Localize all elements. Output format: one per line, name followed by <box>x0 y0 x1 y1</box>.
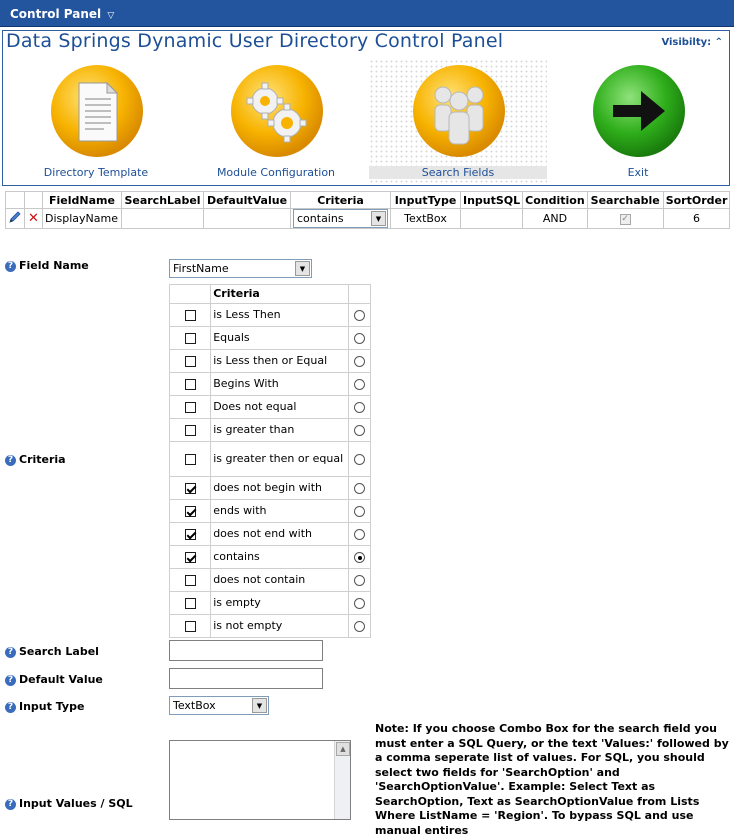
gears-icon <box>229 63 325 159</box>
criteria-checkbox[interactable] <box>185 402 196 413</box>
edit-cell <box>6 209 25 229</box>
criteria-select-value: contains <box>297 212 344 225</box>
directory-template-label: Directory Template <box>43 166 149 179</box>
control-panel-label: Control Panel <box>10 7 102 21</box>
criteria-row <box>170 477 371 500</box>
module-configuration-label: Module Configuration <box>216 166 336 179</box>
field-name-row-label <box>5 259 89 272</box>
textarea-scrollbar[interactable] <box>334 741 350 819</box>
grid-header-fieldname: FieldName <box>43 192 122 209</box>
criteria-table <box>169 284 371 638</box>
visibility-label: Visibilty: <box>661 37 712 48</box>
criteria-header-row <box>170 285 371 304</box>
criteria-option-label: is Less then or Equal <box>211 350 349 373</box>
criteria-checkbox[interactable] <box>185 333 196 344</box>
criteria-option-label: is Less Then <box>211 304 349 327</box>
criteria-header: Criteria <box>211 285 349 304</box>
criteria-default-radio[interactable] <box>354 575 365 586</box>
criteria-row <box>170 546 371 569</box>
criteria-row <box>170 500 371 523</box>
search-fields-label: Search Fields <box>369 166 547 179</box>
criteria-option-label: does not contain <box>211 569 349 592</box>
search-label-label: Search Label <box>19 645 99 658</box>
criteria-row <box>170 373 371 396</box>
input-values-row-label <box>5 797 133 810</box>
scroll-up-icon[interactable]: ▲ <box>336 742 350 756</box>
criteria-checkbox[interactable] <box>185 621 196 632</box>
criteria-label: Criteria <box>19 453 66 466</box>
field-name-select[interactable] <box>169 259 312 278</box>
search-fields-button[interactable] <box>369 59 547 183</box>
criteria-option-label: is greater then or equal <box>211 442 349 477</box>
cell-criteria <box>291 209 391 229</box>
collapse-icon[interactable]: ⌃ <box>714 37 723 48</box>
criteria-option-label: contains <box>211 546 349 569</box>
help-icon[interactable]: ? <box>5 455 16 466</box>
criteria-checkbox[interactable] <box>185 454 196 465</box>
input-values-label: Input Values / SQL <box>19 797 133 810</box>
cell-condition: AND <box>523 209 588 229</box>
users-icon <box>411 63 507 159</box>
grid-header-condition: Condition <box>523 192 588 209</box>
grid-header-sortorder: SortOrder <box>663 192 730 209</box>
criteria-checkbox[interactable] <box>185 483 196 494</box>
grid-header-searchlabel: SearchLabel <box>122 192 204 209</box>
input-type-label: Input Type <box>19 700 85 713</box>
criteria-default-radio[interactable] <box>354 310 365 321</box>
criteria-default-radio[interactable] <box>354 425 365 436</box>
cell-inputsql <box>461 209 523 229</box>
criteria-checkbox[interactable] <box>185 356 196 367</box>
grid-header-defaultvalue: DefaultValue <box>204 192 291 209</box>
input-values-textarea[interactable] <box>169 740 351 820</box>
search-label-input[interactable] <box>169 640 323 661</box>
criteria-option-label: Equals <box>211 327 349 350</box>
cell-inputtype: TextBox <box>391 209 461 229</box>
field-name-select-value: FirstName <box>173 262 229 275</box>
search-label-row-label <box>5 645 99 658</box>
criteria-option-label: does not end with <box>211 523 349 546</box>
criteria-option-label: Does not equal <box>211 396 349 419</box>
grid-header-delete <box>25 192 43 209</box>
control-panel <box>2 30 730 186</box>
criteria-row <box>170 523 371 546</box>
cell-defaultvalue <box>204 209 291 229</box>
criteria-checkbox[interactable] <box>185 379 196 390</box>
criteria-row <box>170 304 371 327</box>
cell-fieldname: DisplayName <box>43 209 122 229</box>
criteria-default-radio[interactable] <box>354 454 365 465</box>
directory-template-button[interactable] <box>7 59 185 183</box>
input-type-select[interactable] <box>169 696 269 715</box>
criteria-default-radio[interactable] <box>354 379 365 390</box>
criteria-checkbox[interactable] <box>185 310 196 321</box>
criteria-default-radio[interactable] <box>354 529 365 540</box>
exit-label: Exit <box>627 166 649 179</box>
cell-sortorder: 6 <box>663 209 730 229</box>
criteria-checkbox[interactable] <box>185 598 196 609</box>
searchable-checkbox: ✓ <box>621 213 629 224</box>
criteria-default-radio[interactable] <box>354 356 365 367</box>
criteria-row <box>170 615 371 638</box>
grid-header-inputtype: InputType <box>391 192 461 209</box>
criteria-checkbox[interactable] <box>185 506 196 517</box>
chevron-down-icon[interactable]: ▽ <box>107 11 115 21</box>
criteria-row <box>170 569 371 592</box>
delete-cell <box>25 209 43 229</box>
criteria-checkbox[interactable] <box>185 529 196 540</box>
control-panel-title: Data Springs Dynamic User Directory Control Panel <box>6 30 504 52</box>
search-fields-grid <box>5 191 730 229</box>
control-panel-bar[interactable] <box>0 0 734 27</box>
pencil-icon[interactable] <box>8 210 22 224</box>
criteria-option-label: ends with <box>211 500 349 523</box>
help-icon[interactable]: ? <box>5 261 16 272</box>
input-type-row-label <box>5 700 84 713</box>
exit-button[interactable] <box>549 59 727 183</box>
field-name-label: Field Name <box>19 259 89 272</box>
module-configuration-button[interactable] <box>187 59 365 183</box>
criteria-default-radio[interactable] <box>354 552 365 563</box>
criteria-row-label <box>5 453 66 466</box>
criteria-row <box>170 592 371 615</box>
criteria-checkbox[interactable] <box>185 552 196 563</box>
criteria-option-label: is greater than <box>211 419 349 442</box>
help-icon[interactable]: ? <box>5 799 16 810</box>
dropdown-arrow-icon[interactable]: ▼ <box>252 698 267 713</box>
criteria-select[interactable] <box>293 209 388 228</box>
grid-header-row <box>6 192 730 209</box>
criteria-checkbox[interactable] <box>185 575 196 586</box>
document-icon <box>49 63 145 159</box>
grid-header-criteria: Criteria <box>291 192 391 209</box>
criteria-default-radio[interactable] <box>354 598 365 609</box>
criteria-option-label: is not empty <box>211 615 349 638</box>
dropdown-arrow-icon[interactable]: ▼ <box>371 211 386 226</box>
criteria-default-radio[interactable] <box>354 402 365 413</box>
cell-searchable <box>587 209 663 229</box>
criteria-option-label: is empty <box>211 592 349 615</box>
help-icon[interactable]: ? <box>5 647 16 658</box>
grid-header-edit <box>6 192 25 209</box>
criteria-default-radio[interactable] <box>354 333 365 344</box>
criteria-checkbox[interactable] <box>185 425 196 436</box>
exit-arrow-icon <box>591 63 687 159</box>
table-row <box>6 209 730 229</box>
default-value-label: Default Value <box>19 673 103 686</box>
dropdown-arrow-icon[interactable]: ▼ <box>295 261 310 276</box>
input-values-note: Note: If you choose Combo Box for the search field you must enter a SQL Query, or the text 'Values:' followed by a comma seperate list of values. For SQL, you should select two fields for 'SearchOption' and 'SearchOptionValue'. Example: Select Text as SearchOption, Text as SearchOptionValue from Lists Where ListName = 'Region'. To bypass SQL and use manual entires <box>375 722 729 837</box>
criteria-option-label: does not begin with <box>211 477 349 500</box>
delete-icon[interactable]: ✕ <box>28 211 39 226</box>
criteria-row <box>170 327 371 350</box>
default-value-input[interactable] <box>169 668 323 689</box>
help-icon[interactable]: ? <box>5 675 16 686</box>
criteria-row <box>170 396 371 419</box>
criteria-row <box>170 350 371 373</box>
grid-header-searchable: Searchable <box>587 192 663 209</box>
grid-header-inputsql: InputSQL <box>461 192 523 209</box>
default-value-row-label <box>5 673 103 686</box>
criteria-default-radio[interactable] <box>354 621 365 632</box>
input-type-select-value: TextBox <box>173 699 216 712</box>
help-icon[interactable]: ? <box>5 702 16 713</box>
criteria-row <box>170 419 371 442</box>
criteria-default-radio[interactable] <box>354 506 365 517</box>
visibility-toggle[interactable] <box>661 37 723 48</box>
criteria-row <box>170 442 371 477</box>
criteria-option-label: Begins With <box>211 373 349 396</box>
criteria-default-radio[interactable] <box>354 483 365 494</box>
cell-searchlabel <box>122 209 204 229</box>
